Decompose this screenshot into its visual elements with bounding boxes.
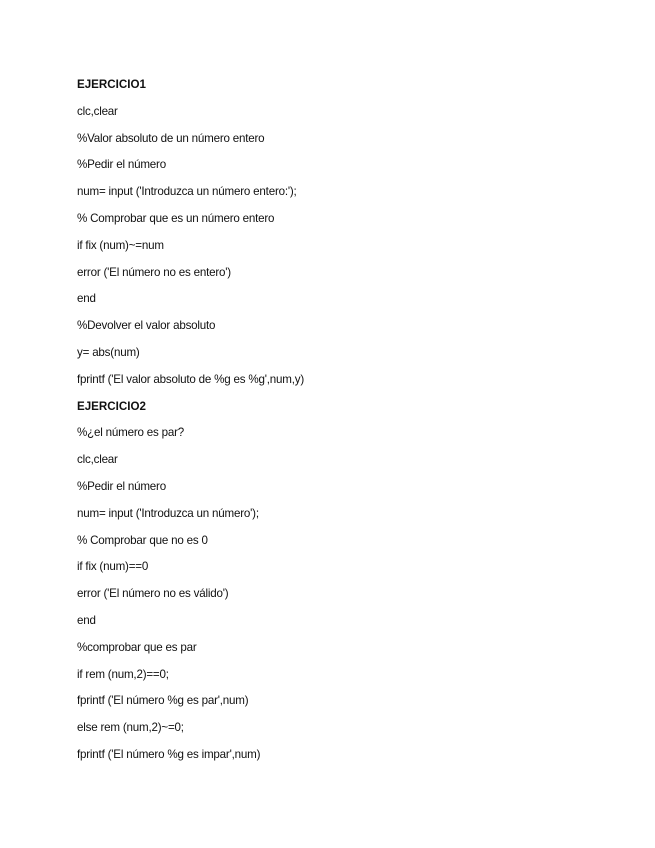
code-line: end bbox=[77, 292, 96, 306]
code-line: if fix (num)~=num bbox=[77, 238, 164, 252]
code-line: fprintf ('El número %g es impar',num) bbox=[77, 747, 261, 761]
code-line: %Pedir el número bbox=[77, 479, 166, 493]
code-line: %comprobar que es par bbox=[77, 640, 197, 654]
code-line: % Comprobar que es un número entero bbox=[77, 211, 275, 225]
code-line: %Pedir el número bbox=[77, 158, 166, 172]
code-line: %¿el número es par? bbox=[77, 426, 185, 440]
code-line: error ('El número no es entero') bbox=[77, 265, 231, 279]
code-line: clc,clear bbox=[77, 453, 118, 467]
code-line: num= input ('Introduzca un número entero:'); bbox=[77, 185, 297, 199]
code-line: end bbox=[77, 613, 96, 627]
section-heading-ejercicio1: EJERCICIO1 bbox=[77, 78, 146, 91]
code-line: fprintf ('El valor absoluto de %g es %g',num,y) bbox=[77, 372, 305, 386]
code-line: fprintf ('El número %g es par',num) bbox=[77, 694, 249, 708]
code-line: error ('El número no es válido') bbox=[77, 587, 229, 601]
code-line: clc,clear bbox=[77, 104, 118, 118]
code-line: %Valor absoluto de un número entero bbox=[77, 131, 265, 145]
code-line: % Comprobar que no es 0 bbox=[77, 533, 208, 547]
code-line: y= abs(num) bbox=[77, 345, 140, 359]
code-line: else rem (num,2)~=0; bbox=[77, 721, 184, 735]
section-heading-ejercicio2: EJERCICIO2 bbox=[77, 399, 146, 413]
code-line: %Devolver el valor absoluto bbox=[77, 319, 216, 333]
code-line: if rem (num,2)==0; bbox=[77, 667, 169, 681]
code-line: num= input ('Introduzca un número'); bbox=[77, 506, 259, 520]
code-line: if fix (num)==0 bbox=[77, 560, 149, 574]
document-page bbox=[77, 77, 617, 774]
